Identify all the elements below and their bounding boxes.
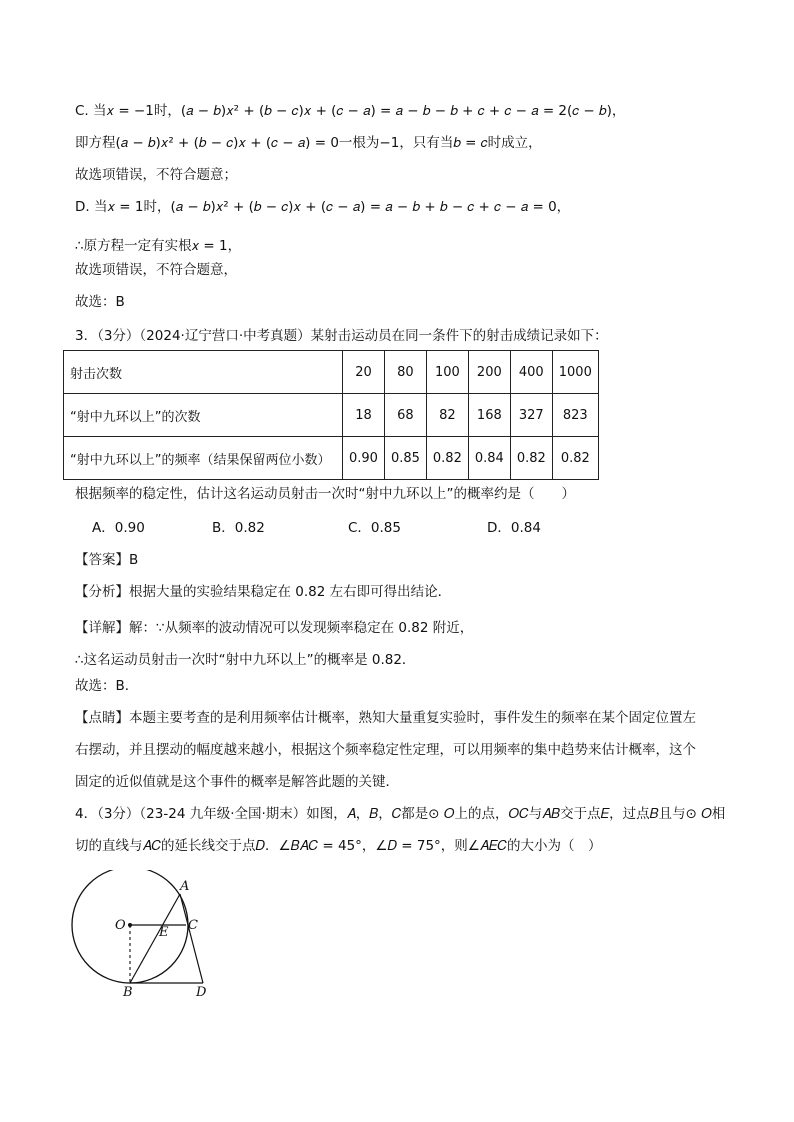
option-c-line-2: 即方程(𝑎 − 𝑏)𝑥² + (𝑏 − 𝑐)𝑥 + (𝑐 − 𝑎) = 0一根为−1，只有当𝑏 = 𝑐时成立，: [75, 135, 542, 151]
center-point: [128, 923, 132, 927]
segment-ab: [130, 894, 180, 983]
option-b: B．0.82: [212, 520, 265, 536]
label-a: A: [180, 879, 190, 894]
table-cell: 100: [426, 351, 468, 394]
table-cell: 82: [426, 394, 468, 437]
label-d: D: [196, 985, 207, 1000]
table-cell: 400: [510, 351, 552, 394]
label-e: E: [159, 925, 169, 940]
table-cell: 0.90: [343, 437, 385, 480]
table-cell: 0.84: [468, 437, 510, 480]
option-d-line-2: ∴原方程一定有实根𝑥 = 1，: [75, 238, 242, 254]
detail-line-3: 故选：B．: [75, 678, 139, 694]
table-row: [64, 351, 599, 394]
table-cell: “射中九环以上”的频率（结果保留两位小数）: [64, 437, 343, 480]
option-d-line-1: D. 当𝑥 = 1时，(𝑎 − 𝑏)𝑥² + (𝑏 − 𝑐)𝑥 + (𝑐 − 𝑎) = 𝑎 − 𝑏 + 𝑏 − 𝑐 + 𝑐 − 𝑎 = 0，: [75, 199, 571, 215]
question-4-stem-1: 4．（3分）（23-24 九年级·全国·期末）如图，𝐴，𝐵，𝐶都是⊙ 𝑂上的点，𝑂𝐶与𝐴𝐵交于点𝐸，过点𝐵且与⊙ 𝑂相: [75, 806, 726, 822]
geometry-figure: [60, 870, 240, 1000]
table-cell: “射中九环以上”的次数: [64, 394, 343, 437]
table-cell: 0.82: [510, 437, 552, 480]
table-cell: 18: [343, 394, 385, 437]
label-b: B: [123, 985, 133, 1000]
question-3-prompt: 根据频率的稳定性，估计这名运动员射击一次时“射中九环以上”的概率约是（ ）: [75, 486, 575, 502]
comment-line-2: 右摆动，并且摆动的幅度越来越小，根据这个频率稳定性定理，可以用频率的集中趋势来估计概率，这个: [75, 742, 696, 758]
table-cell: 68: [384, 394, 426, 437]
table-cell: 168: [468, 394, 510, 437]
table-cell: 1000: [552, 351, 598, 394]
comment-line-1: 【点睛】本题主要考查的是利用频率估计概率，熟知大量重复实验时，事件发生的频率在某个固定位置左: [75, 710, 696, 726]
label-c: C: [188, 918, 198, 933]
option-c-line-1: C. 当𝑥 = −1时，(𝑎 − 𝑏)𝑥² + (𝑏 − 𝑐)𝑥 + (𝑐 − 𝑎) = 𝑎 − 𝑏 − 𝑏 + 𝑐 + 𝑐 − 𝑎 = 2(𝑐 − 𝑏)，: [75, 103, 626, 119]
option-d: D．0.84: [487, 520, 541, 536]
table-cell: 80: [384, 351, 426, 394]
answer-label: 【答案】B: [75, 552, 139, 568]
segment-ad: [180, 894, 203, 983]
option-a: A．0.90: [92, 520, 145, 536]
option-c-line-3: 故选项错误，不符合题意；: [75, 167, 237, 183]
table-cell: 200: [468, 351, 510, 394]
option-c: C．0.85: [348, 520, 401, 536]
previous-choice: 故选：B: [75, 294, 125, 310]
table-row: [64, 394, 599, 437]
detail-line-1: 【详解】解：∵从频率的波动情况可以发现频率稳定在 0.82 附近，: [75, 620, 474, 636]
table-cell: 0.85: [384, 437, 426, 480]
table-cell: 射击次数: [64, 351, 343, 394]
comment-line-3: 固定的近似值就是这个事件的概率是解答此题的关键．: [75, 774, 399, 790]
table-cell: 20: [343, 351, 385, 394]
option-d-line-3: 故选项错误，不符合题意，: [75, 262, 237, 278]
label-o: O: [115, 918, 126, 933]
question-3-stem: 3．（3分）（2024·辽宁营口·中考真题）某射击运动员在同一条件下的射击成绩记录如下：: [75, 328, 608, 344]
table-cell: 823: [552, 394, 598, 437]
table-row: [64, 437, 599, 480]
table-cell: 327: [510, 394, 552, 437]
table-cell: 0.82: [426, 437, 468, 480]
frequency-table: [63, 350, 599, 480]
analysis-text: 【分析】根据大量的实验结果稳定在 0.82 左右即可得出结论．: [75, 584, 452, 600]
table-cell: 0.82: [552, 437, 598, 480]
question-4-stem-2: 切的直线与𝐴𝐶的延长线交于点𝐷．∠𝐵𝐴𝐶 = 45°，∠𝐷 = 75°，则∠𝐴𝐸𝐶的大小为（ ）: [75, 838, 602, 854]
detail-line-2: ∴这名运动员射击一次时“射中九环以上”的概率是 0.82．: [75, 652, 416, 668]
